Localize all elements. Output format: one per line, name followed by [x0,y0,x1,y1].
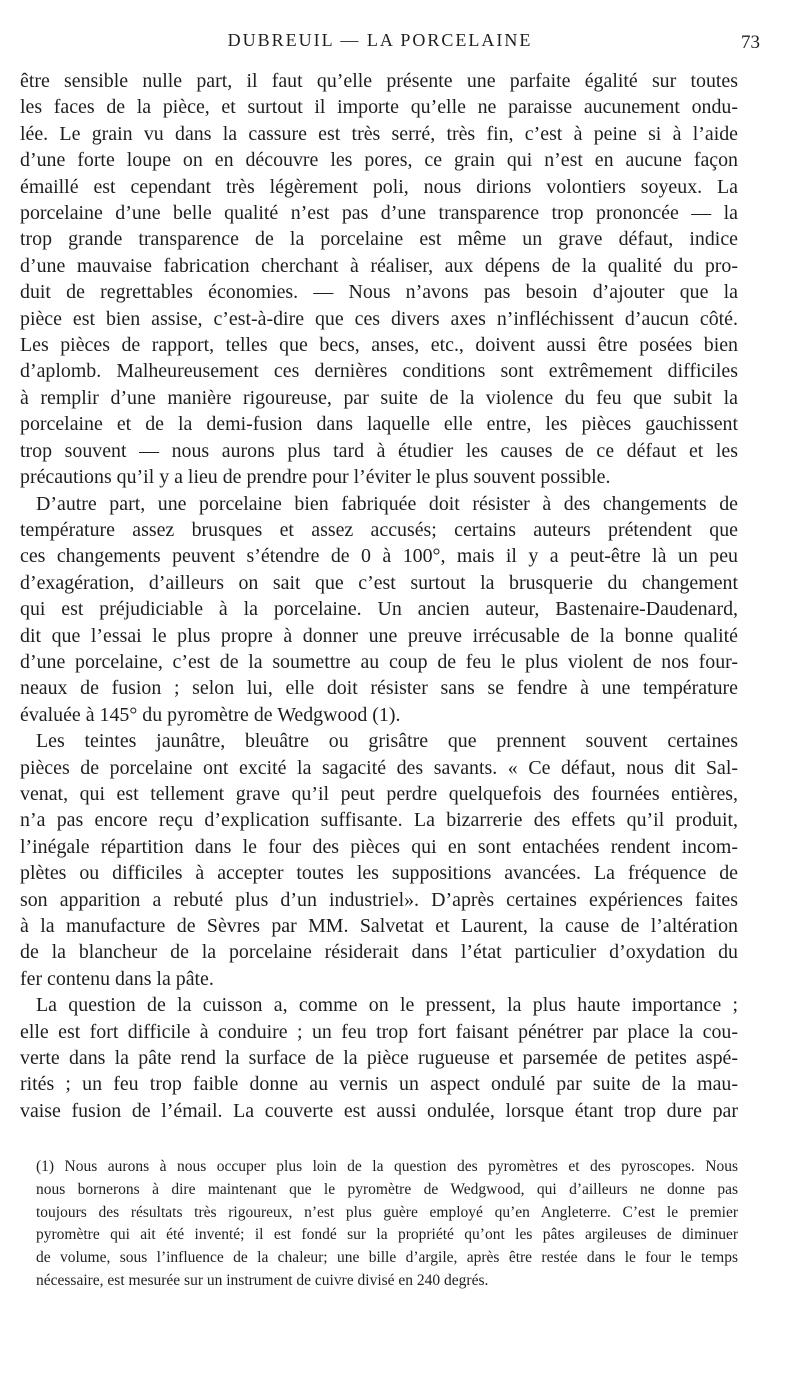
footnote-line: nécessaire, est mesurée sur un instrument de cuivre divisé en 240 degrés. [36,1271,489,1289]
text-line: température assez brusques et assez accusés; certains auteurs prétendent que [20,518,738,541]
text-line: les faces de la pièce, et surtout il importe qu’elle ne paraisse aucunement ondu- [20,96,738,119]
text-line: Les teintes jaunâtre, bleuâtre ou grisâtre que prennent souvent certaines [36,730,738,753]
text-line: trop grande transparence de la porcelaine est même un grave défaut, indice [20,228,738,251]
text-line: plètes ou difficiles à accepter toutes les suppositions avancées. La fréquence de [20,862,738,885]
text-line: de la blancheur de la porcelaine résiderait dans l’état particulier d’oxydation du [20,941,738,964]
text-line: lée. Le grain vu dans la cassure est très serré, très fin, c’est à peine si à l’aide [20,122,738,145]
text-line: porcelaine et de la demi-fusion dans laquelle elle entre, les pièces gauchissent [20,413,738,436]
text-line: pièce est bien assise, c’est-à-dire que ces divers axes n’infléchissent d’aucun côté. [20,307,738,330]
text-line: à la manufacture de Sèvres par MM. Salvetat et Laurent, la cause de l’altération [20,915,738,937]
text-line: fer contenu dans la pâte. [20,967,214,990]
text-line: évaluée à 145° du pyromètre de Wedgwood (1). [20,703,401,726]
text-line: pièces de porcelaine ont excité la sagacité des savants. « Ce défaut, nous dit Sal- [20,756,738,779]
text-line: n’a pas encore reçu d’explication suffisante. La bizarrerie des effets qu’il produit, [20,809,738,832]
text-line: verte dans la pâte rend la surface de la pièce rugueuse et parsemée de petites aspé- [20,1047,738,1070]
footnotes [36,1156,738,1293]
text-line: Les pièces de rapport, telles que becs, anses, etc., doivent aussi être posées bien [20,334,738,357]
text-line: être sensible nulle part, il faut qu’elle présente une parfaite égalité sur toutes [20,70,738,92]
footnote-line: (1) Nous aurons à nous occuper plus loin de la question des pyromètres et des pyroscopes. Nous [36,1158,738,1175]
page-number: 73 [741,32,760,53]
text-line: neaux de fusion ; selon lui, elle doit résister sans se fendre à une température [20,677,738,700]
text-line: qui est préjudiciable à la porcelaine. Un ancien auteur, Bastenaire-Daudenard, [20,598,738,621]
text-line: elle est fort difficile à conduire ; un feu trop fort faisant pénétrer par place la cou- [20,1020,738,1043]
footnote-line: pyromètre qui ait été inventé; il est fondé sur la propriété qu’ont les pâtes argileuses de diminuer [36,1226,738,1244]
text-line: vaise fusion de l’émail. La couverte est aussi ondulée, lorsque étant trop dure par [20,1099,738,1122]
text-line: d’exagération, d’ailleurs on sait que c’est surtout la brusquerie du changement [20,571,738,594]
text-line: duit de regrettables économies. — Nous n’avons pas besoin d’ajouter que la [20,281,738,304]
text-line: D’autre part, une porcelaine bien fabriquée doit résister à des changements de [36,492,738,515]
footnote-line: de volume, sous l’influence de la chaleur; une bille d’argile, après être restée dans le four le temps [36,1249,738,1267]
page-header [20,30,760,60]
text-line: porcelaine d’une belle qualité n’est pas d’une transparence trop prononcée — la [20,202,738,225]
text-line: son apparition a rebuté plus d’un industriel». D’après certaines expériences faites [20,888,738,911]
text-line: précautions qu’il y a lieu de prendre pour l’éviter le plus souvent possible. [20,466,611,489]
text-line: rités ; un feu trop faible donne au vernis un aspect ondulé par suite de la mau- [20,1073,738,1096]
text-line: d’aplomb. Malheureusement ces dernières conditions sont extrêmement difficiles [20,360,738,383]
text-line: d’une forte loupe on en découvre les pores, ce grain qui n’est en aucune façon [20,149,738,172]
text-line: ces changements peuvent s’étendre de 0 à 100°, mais il y a peut-être là un peu [20,545,738,568]
footnote-line: toujours des résultats très rigoureux, n’est plus guère employé qu’en Angleterre. C’est le premier [36,1203,738,1221]
text-line: l’inégale répartition dans le four des pièces qui en sont entachées rendent incom- [20,835,738,858]
footnote-line: nous bornerons à dire maintenant que le pyromètre de Wedgwood, qui d’ailleurs ne donne pas [36,1180,738,1198]
text-line: émaillé est cependant très légèrement poli, nous dirions volontiers soyeux. La [20,175,738,198]
running-title: DUBREUIL — LA PORCELAINE [227,30,533,50]
text-line: d’une mauvaise fabrication cherchant à réaliser, aux dépens de la qualité du pro- [20,254,738,277]
text-line: à remplir d’une manière rigoureuse, par suite de la violence du feu que subit la [20,386,738,409]
text-line: d’une porcelaine, c’est de la soumettre au coup de feu le plus violent de nos four- [20,650,738,673]
text-line: venat, qui est tellement grave qu’il peut perdre quelquefois des fournées entières, [20,782,738,805]
text-line: trop souvent — nous aurons plus tard à étudier les causes de ce défaut et les [20,439,738,462]
text-line: La question de la cuisson a, comme on le pressent, la plus haute importance ; [36,994,738,1017]
text-line: dit que l’essai le plus propre à donner une preuve irrécusable de la bonne qualité [20,624,738,647]
body-text [20,68,738,1124]
